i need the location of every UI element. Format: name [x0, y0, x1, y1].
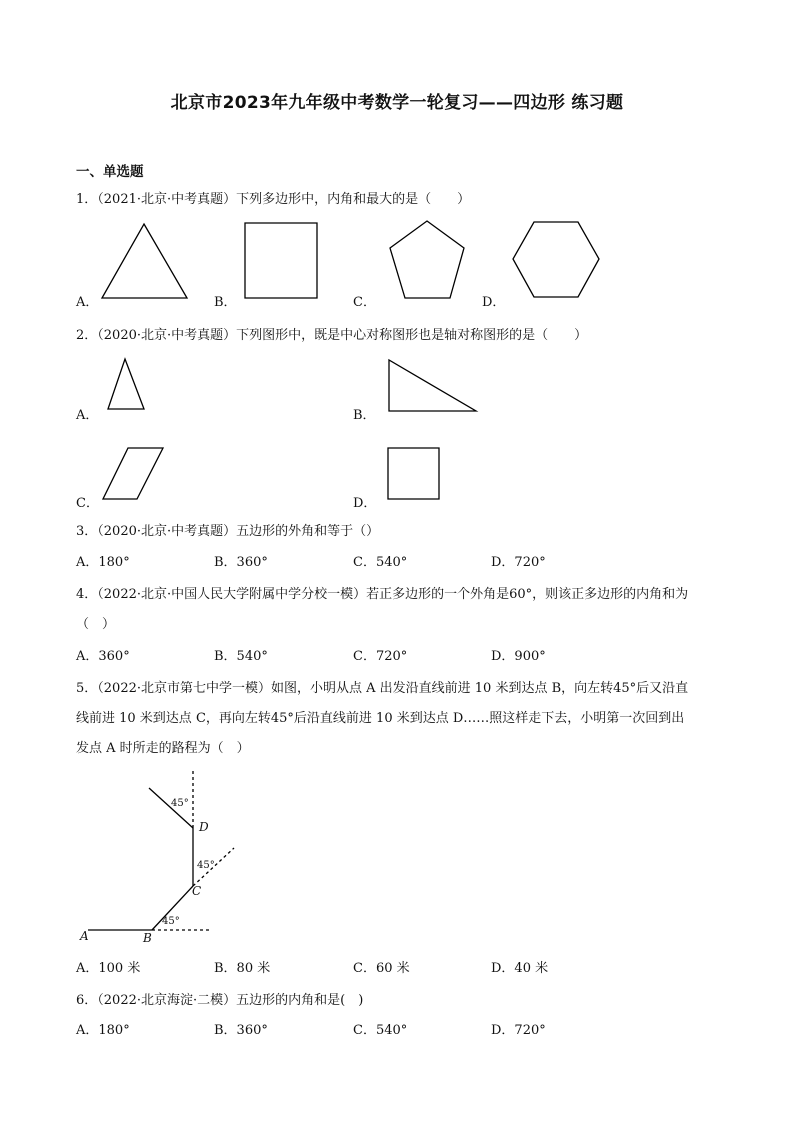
- q2-option-c[interactable]: C．: [76, 496, 99, 511]
- q4-option-d[interactable]: D．900°: [491, 649, 546, 664]
- angle-b-label: 45°: [162, 916, 180, 927]
- q4-option-c[interactable]: C．720°: [353, 649, 408, 664]
- point-c-label: C: [192, 884, 202, 898]
- q3-option-b[interactable]: B．360°: [214, 555, 268, 570]
- q6-option-d[interactable]: D．720°: [491, 1023, 546, 1038]
- question-1-stem: 1．（2021·北京·中考真题）下列多边形中，内角和最大的是（ ）: [76, 192, 471, 207]
- question-4-stem-line-1: 4．（2022·北京·中国人民大学附属中学分校一模）若正多边形的一个外角是60°，则该正多边形的内角和为: [76, 587, 689, 602]
- right-triangle-icon: [387, 358, 479, 414]
- question-2-stem: 2．（2020·北京·中考真题）下列图形中，既是中心对称图形也是轴对称图形的是（ ）: [76, 328, 588, 343]
- q2-option-d[interactable]: D．: [353, 496, 377, 511]
- triangle-icon: [100, 222, 190, 302]
- q2-option-a[interactable]: A．: [76, 408, 99, 423]
- q1-option-d[interactable]: D．: [482, 295, 506, 310]
- q4-option-a[interactable]: A．360°: [76, 649, 130, 664]
- q2-option-b[interactable]: B．: [353, 408, 376, 423]
- question-3-stem: 3．（2020·北京·中考真题）五边形的外角和等于（）: [76, 524, 380, 539]
- q6-option-a[interactable]: A．180°: [76, 1023, 130, 1038]
- q5-option-c[interactable]: C．60 米: [353, 961, 410, 976]
- isosceles-triangle-icon: [105, 357, 147, 412]
- angle-d-label: 45°: [171, 798, 189, 809]
- section-heading: 一、单选题: [76, 164, 144, 180]
- parallelogram-icon: [101, 446, 165, 502]
- question-4-stem-line-2: （ ）: [76, 617, 116, 632]
- q1-option-c[interactable]: C．: [353, 295, 376, 310]
- point-d-label: D: [199, 820, 209, 834]
- q5-option-b[interactable]: B．80 米: [214, 961, 271, 976]
- path-segments: [88, 788, 193, 930]
- question-5-stem-line-1: 5．（2022·北京市第七中学一模）如图，小明从点 A 出发沿直线前进 10 米到达点 B，向左转45°后又沿直: [76, 681, 689, 696]
- page-title: 北京市2023年九年级中考数学一轮复习——四边形 练习题: [170, 93, 624, 113]
- point-a-label: A: [80, 929, 89, 943]
- hexagon-icon: [510, 220, 602, 300]
- walking-path-diagram: [76, 768, 246, 950]
- square-icon: [386, 446, 442, 502]
- q3-option-d[interactable]: D．720°: [491, 555, 546, 570]
- q4-option-b[interactable]: B．540°: [214, 649, 268, 664]
- point-b-label: B: [143, 931, 152, 945]
- q5-option-d[interactable]: D．40 米: [491, 961, 549, 976]
- q1-option-b[interactable]: B．: [214, 295, 237, 310]
- q6-option-b[interactable]: B．360°: [214, 1023, 268, 1038]
- q6-option-c[interactable]: C．540°: [353, 1023, 408, 1038]
- pentagon-icon: [388, 219, 468, 301]
- q3-option-c[interactable]: C．540°: [353, 555, 408, 570]
- q5-option-a[interactable]: A．100 米: [76, 961, 141, 976]
- square-icon: [244, 222, 319, 300]
- angle-c-label: 45°: [197, 860, 215, 871]
- question-6-stem: 6．（2022·北京海淀·二模）五边形的内角和是( ): [76, 993, 364, 1008]
- q1-option-a[interactable]: A．: [76, 295, 99, 310]
- q3-option-a[interactable]: A．180°: [76, 555, 130, 570]
- question-5-stem-line-2: 线前进 10 米到达点 C，再向左转45°后沿直线前进 10 米到达点 D……照这样走下去，小明第一次回到出: [76, 711, 685, 726]
- question-5-stem-line-3: 发点 A 时所走的路程为（ ）: [76, 741, 250, 756]
